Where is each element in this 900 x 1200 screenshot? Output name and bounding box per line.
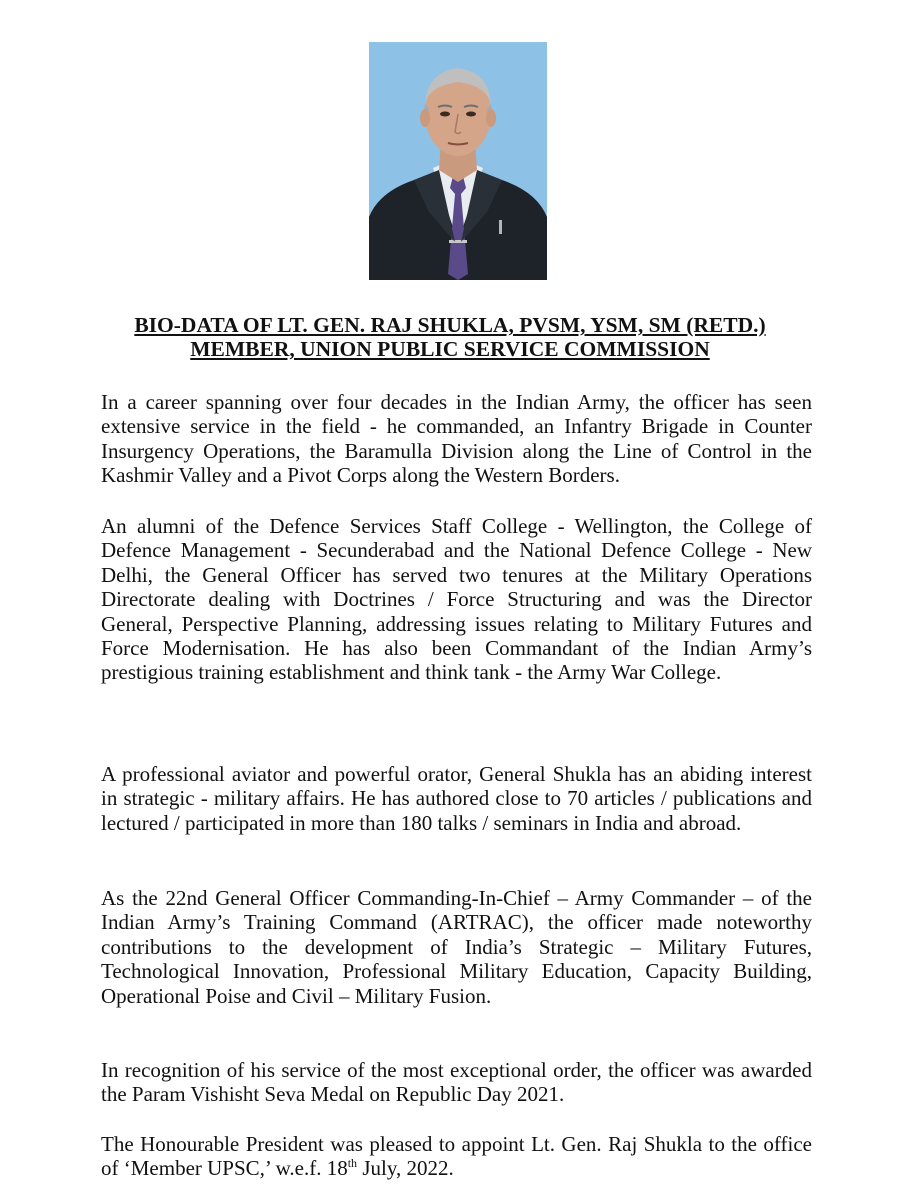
paragraph-career: In a career spanning over four decades in the Indian Army, the officer has seen extensive service in the field - he commanded, an Infantry Brigade in Counter Insurgency Operations, the Baramulla Division along the Line of Control in the Kashmir Valley and a Pivot Corps along the Western Borders. xyxy=(101,390,812,488)
date-ordinal-suffix: th xyxy=(347,1156,358,1171)
paragraph-aviator: A professional aviator and powerful orator, General Shukla has an abiding interest in strategic - military affairs. He has authored close to 70 articles / publications and lectured / participated in more than 180 talks / seminars in India and abroad. xyxy=(101,762,812,835)
bio-heading-title: BIO-DATA OF LT. GEN. RAJ SHUKLA, PVSM, YSM, SM (RETD.) xyxy=(134,313,766,337)
bio-heading-subtitle: MEMBER, UNION PUBLIC SERVICE COMMISSION xyxy=(190,337,710,361)
appointment-text: The Honourable President was pleased to appoint Lt. Gen. Raj Shukla to the office of ‘Member UPSC,’ w.e.f. 18 xyxy=(101,1132,812,1181)
appointment-date-end: July, 2022. xyxy=(357,1156,454,1181)
portrait-illustration xyxy=(369,42,547,280)
portrait-photo xyxy=(369,42,547,280)
paragraph-artrac: As the 22nd General Officer Commanding-In-Chief – Army Commander – of the Indian Army’s Training Command (ARTRAC), the officer made noteworthy contributions to the development of India’s Strategic – Military Futures, Technological Innovation, Professional Military Education, Capacity Building, Operational Poise and Civil – Military Fusion. xyxy=(101,886,812,1008)
paragraph-appointment xyxy=(101,1132,812,1181)
paragraph-recognition: In recognition of his service of the most exceptional order, the officer was awarded the Param Vishisht Seva Medal on Republic Day 2021. xyxy=(101,1058,812,1107)
paragraph-education: An alumni of the Defence Services Staff College - Wellington, the College of Defence Management - Secunderabad and the National Defence College - New Delhi, the General Officer has served two tenures at the Military Operations Directorate dealing with Doctrines / Force Structuring and was the Director General, Perspective Planning, addressing issues relating to Military Futures and Force Modernisation. He has also been Commandant of the Indian Army’s prestigious training establishment and think tank - the Army War College. xyxy=(101,514,812,685)
